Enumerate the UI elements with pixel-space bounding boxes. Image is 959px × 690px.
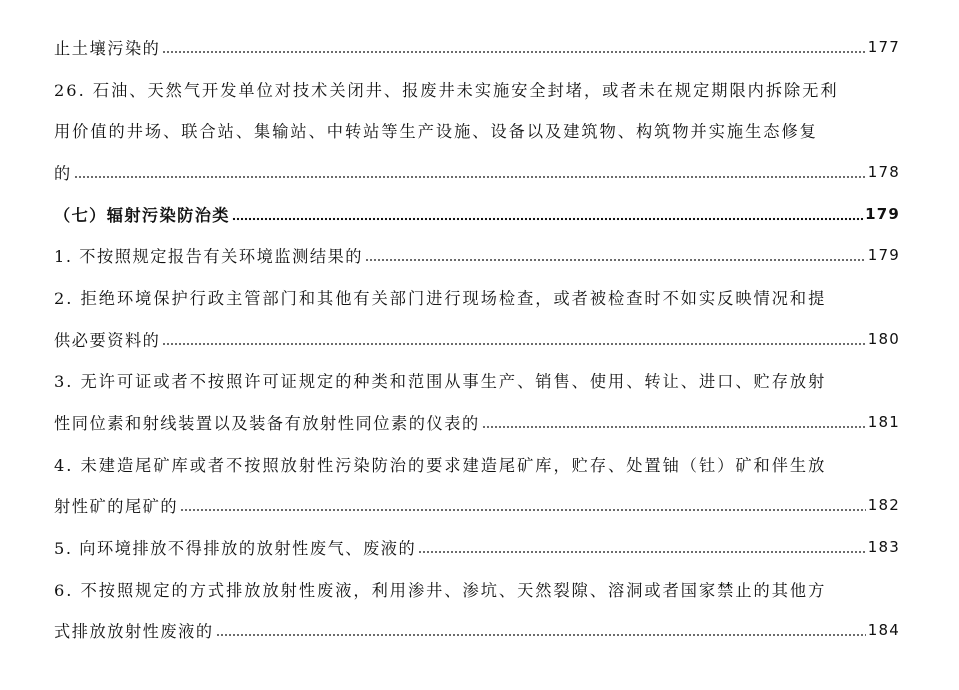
- toc-entry-26-line-2[interactable]: [54, 109, 900, 151]
- dot-leader: [365, 246, 866, 265]
- toc-entry-text: 射性矿的尾矿的: [54, 497, 179, 517]
- toc-entry-text: 6. 不按照规定的方式排放放射性废液，利用渗井、渗坑、天然裂隙、溶洞或者国家禁止的其他方: [54, 580, 827, 600]
- toc-page-number: 178: [867, 162, 900, 181]
- toc-page-number: 177: [867, 37, 900, 56]
- toc-entry-7-6-line-2[interactable]: [54, 610, 900, 652]
- toc-entry-text: 性同位素和射线装置以及装备有放射性同位素的仪表的: [54, 414, 480, 434]
- dot-leader: [216, 621, 866, 640]
- toc-entry-text: 供必要资料的: [54, 330, 161, 350]
- table-of-contents: [54, 26, 900, 651]
- toc-page-number: 179: [865, 204, 900, 223]
- toc-page-number: 182: [867, 496, 900, 515]
- dot-leader: [74, 162, 866, 181]
- dot-leader: [162, 37, 865, 56]
- toc-entry-text: 的: [54, 163, 72, 183]
- toc-entry-7-4-line-2[interactable]: [54, 485, 900, 527]
- toc-entry-7-2-line-1[interactable]: [54, 276, 900, 318]
- toc-page-number: 179: [867, 246, 900, 265]
- toc-entry-7-5[interactable]: [54, 526, 900, 568]
- toc-section-heading-radiation[interactable]: [54, 193, 900, 235]
- toc-entry-text: 4. 未建造尾矿库或者不按照放射性污染防治的要求建造尾矿库，贮存、处置铀（钍）矿和伴生放: [54, 455, 827, 475]
- toc-page-number: 184: [867, 621, 900, 640]
- toc-entry-text: 式排放放射性废液的: [54, 622, 214, 642]
- toc-entry-text: 3. 无许可证或者不按照许可证规定的种类和范围从事生产、销售、使用、转让、进口、贮存放射: [54, 372, 827, 392]
- toc-page-number: 180: [867, 329, 900, 348]
- toc-entry-26-line-3[interactable]: [54, 151, 900, 193]
- toc-entry-7-3-line-1[interactable]: [54, 360, 900, 402]
- dot-leader: [232, 204, 863, 223]
- toc-entry-7-1[interactable]: [54, 234, 900, 276]
- toc-entry-text: 用价值的井场、联合站、集输站、中转站等生产设施、设备以及建筑物、构筑物并实施生态修复: [54, 122, 818, 142]
- dot-leader: [418, 537, 866, 556]
- toc-entry-7-6-line-1[interactable]: [54, 568, 900, 610]
- toc-entry-text: 5. 向环境排放不得排放的放射性废气、废液的: [54, 539, 417, 559]
- dot-leader: [482, 412, 866, 431]
- toc-section-title: （七）辐射污染防治类: [54, 205, 230, 225]
- toc-entry-text: 2. 拒绝环境保护行政主管部门和其他有关部门进行现场检查，或者被检查时不如实反映情况和提: [54, 288, 827, 308]
- toc-page-number: 181: [867, 413, 900, 432]
- toc-entry-soil-pollution-tail[interactable]: [54, 26, 900, 68]
- toc-entry-text: 26. 石油、天然气开发单位对技术关闭井、报废井未实施安全封堵，或者未在规定期限内拆除无利: [54, 80, 839, 100]
- toc-entry-text: 止土壤污染的: [54, 38, 161, 58]
- toc-entry-text: 1. 不按照规定报告有关环境监测结果的: [54, 247, 364, 267]
- toc-entry-26-line-1[interactable]: [54, 68, 900, 110]
- toc-entry-7-3-line-2[interactable]: [54, 401, 900, 443]
- toc-entry-7-4-line-1[interactable]: [54, 443, 900, 485]
- toc-entry-7-2-line-2[interactable]: [54, 318, 900, 360]
- dot-leader: [180, 496, 866, 515]
- toc-page-number: 183: [867, 538, 900, 557]
- dot-leader: [162, 329, 865, 348]
